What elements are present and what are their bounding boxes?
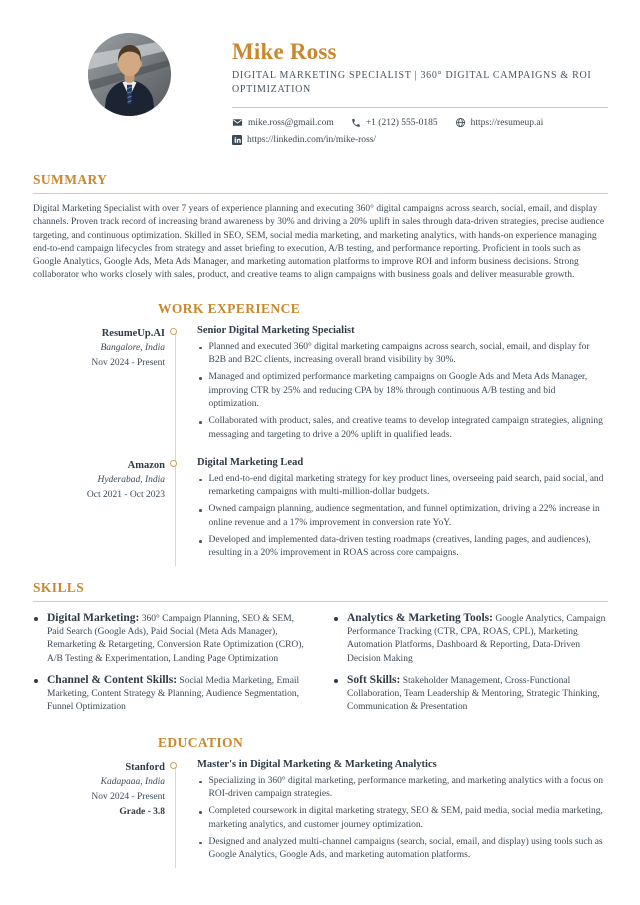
- bullet-dot-icon: [199, 421, 202, 424]
- mail-icon: [232, 117, 243, 128]
- timeline-line: [175, 457, 176, 566]
- timeline-marker-icon: [170, 460, 177, 467]
- company-name: ResumeUp.AI: [101, 327, 165, 339]
- bullet-text: Developed and implemented data-driven testing roadmaps (creatives, landing pages, and audiences), resulting in a 20% improvement in ROAS across core campaigns.: [208, 535, 591, 559]
- summary-text: Digital Marketing Specialist with over 7 years of experience planning and executing 360° digital campaigns across search, social, email, and display channels. Proven track record of increasing brand awareness by 30% and driving a 20% uplift in sales through data-driven strategies, precise audience targeting, and continuous optimization. Skilled in SEO, SEM, social media marketing, and marketing analytics, with hands-on experience managing end-to-end campaign lifecycles from strategy and asset briefing to execution, A/B testing, and performance reporting. Proficient in tools such as Google Analytics, Google Ads, Meta Ads Manager, and marketing automation platforms to improve ROI and inform business decisions. Strong collaborator who works closely with sales, product, and creative teams to align campaigns with business goals and deliver measurable growth.: [33, 204, 605, 281]
- school-location: Kadapaaa, India: [100, 776, 165, 787]
- education-heading: EDUCATION: [158, 734, 244, 750]
- skill-text: [347, 674, 608, 715]
- degree-title: Master's in Digital Marketing & Marketing Analytics: [197, 758, 437, 770]
- phone-icon: [351, 118, 361, 128]
- bullet-dot-icon: [199, 377, 202, 380]
- contact-email[interactable]: [232, 117, 334, 128]
- bullet-item: [197, 805, 608, 832]
- company-name: Amazon: [127, 459, 165, 471]
- skill-text: [47, 612, 308, 666]
- skill-item: [33, 612, 308, 666]
- bullet-dot-icon: [199, 781, 202, 784]
- bullet-item: [197, 534, 608, 561]
- company-location: Hyderabad, India: [97, 474, 165, 485]
- grade: Grade - 3.8: [119, 806, 165, 817]
- bullet-dot-icon: [199, 479, 202, 482]
- timeline-line: [175, 768, 176, 868]
- skill-detail: Social Media Marketing, Email Marketing, Content Strategy & Planning, Audience Segmentation, Funnel Optimization: [47, 675, 300, 713]
- avatar: [88, 33, 171, 116]
- bullet-text: Planned and executed 360° digital marketing campaigns across search, social, email, and display for B2B and B2C clients, increasing overall brand visibility by 30%.: [208, 341, 590, 366]
- bullet-dot-icon: [199, 509, 202, 512]
- skills-columns: [33, 612, 608, 723]
- job-title: Digital Marketing Lead: [197, 456, 304, 468]
- employment-dates: Nov 2024 - Present: [91, 357, 165, 368]
- skill-label: Soft Skills:: [347, 673, 401, 686]
- skill-label: Digital Marketing:: [47, 611, 140, 624]
- bullet-dot-icon: [199, 347, 202, 350]
- skill-detail: 360° Campaign Planning, SEO & SEM, Paid Search (Google Ads), Paid Social (Meta Ads Manager), Remarketing & Retargeting, Conversion Rate Optimization (CRO), A/B Testing & Experimentation, Landing Page Optimization: [47, 613, 304, 664]
- work-experience-section: [0, 301, 640, 576]
- bullet-text: Managed and optimized performance marketing campaigns on Google Ads and Meta Ads Manager, improving CTR by 25% and reducing CPA by 18% through continuous A/B testing and bid optimization.: [208, 372, 588, 409]
- person-name: Mike Ross: [232, 39, 337, 64]
- education-section: [0, 735, 640, 878]
- work-entry: [0, 325, 640, 457]
- work-heading: WORK EXPERIENCE: [158, 300, 301, 316]
- bullet-dot-icon: [334, 617, 338, 621]
- work-entry-meta: [33, 457, 165, 576]
- skill-item: [333, 674, 608, 715]
- skills-section: [0, 580, 640, 723]
- globe-icon: [455, 117, 466, 128]
- contact-row-2: [232, 135, 608, 145]
- skills-heading: SKILLS: [33, 579, 85, 595]
- bullet-item: [197, 371, 608, 411]
- contact-website[interactable]: [455, 117, 544, 128]
- skill-label: Analytics & Marketing Tools:: [347, 611, 493, 624]
- bullet-dot-icon: [199, 811, 202, 814]
- contact-phone-text: +1 (212) 555-0185: [365, 117, 438, 128]
- contact-phone[interactable]: [351, 118, 438, 128]
- work-entry-meta: [33, 325, 165, 457]
- bullet-text: Designed and analyzed multi-channel campaigns (search, social, email, and display) using tools such as Google Analytics, Google Ads, and marketing automation platforms.: [208, 836, 603, 861]
- skill-label: Channel & Content Skills:: [47, 673, 178, 686]
- education-entry: [0, 759, 640, 878]
- summary-heading: SUMMARY: [33, 172, 108, 187]
- bullet-dot-icon: [199, 842, 202, 845]
- bullet-text: Owned campaign planning, audience segmentation, and funnel optimization, driving a 22% increase in online revenue and a 17% improvement in conversion rate YoY.: [208, 504, 600, 528]
- skills-column-left: [33, 612, 308, 723]
- education-dates: Nov 2024 - Present: [91, 791, 165, 802]
- bullet-text: Specializing in 360° digital marketing, performance marketing, and marketing analytics with a focus on ROI-driven campaign strategies.: [208, 775, 604, 800]
- skill-item: [333, 612, 608, 666]
- work-entry: [0, 457, 640, 576]
- contact-linkedin-text: https://linkedin.com/in/mike-ross/: [247, 135, 377, 145]
- bullet-item: [197, 473, 608, 500]
- job-title: Senior Digital Marketing Specialist: [197, 324, 355, 336]
- work-entry-content: [185, 457, 608, 576]
- section-divider: [33, 601, 608, 602]
- timeline-marker-icon: [170, 328, 177, 335]
- employment-dates: Oct 2021 - Oct 2023: [86, 489, 165, 500]
- header-divider: [232, 107, 608, 108]
- bullet-item: [197, 775, 608, 802]
- timeline-gutter: [165, 457, 185, 576]
- education-entry-meta: [33, 759, 165, 878]
- school-name: Stanford: [125, 761, 165, 773]
- portrait-photo-icon: [88, 33, 171, 116]
- work-entry-content: [185, 325, 608, 457]
- bullet-text: Led end-to-end digital marketing strategy for key product lines, overseeing paid search, paid social, and remarketing campaigns with multi-million-dollar budgets.: [208, 473, 604, 498]
- bullet-text: Completed coursework in digital marketing strategy, SEO & SEM, paid media, social media marketing, marketing analytics, and customer journey optimization.: [208, 806, 603, 830]
- bullet-dot-icon: [199, 540, 202, 543]
- skill-text: [347, 612, 608, 666]
- contact-linkedin[interactable]: [232, 135, 376, 145]
- resume-header: [0, 0, 640, 152]
- timeline-gutter: [165, 325, 185, 457]
- bullet-text: Collaborated with product, sales, and creative teams to develop integrated campaign strategies, aligning messaging and targeting to drive a 20% uplift in qualified leads.: [208, 416, 603, 440]
- contact-row-1: [232, 117, 608, 128]
- section-divider: [33, 193, 608, 194]
- contact-email-text: mike.ross@gmail.com: [248, 117, 334, 128]
- bullet-dot-icon: [34, 679, 38, 683]
- bullet-item: [197, 503, 608, 530]
- bullet-item: [197, 341, 608, 368]
- bullet-dot-icon: [334, 679, 338, 683]
- timeline-line: [175, 334, 176, 457]
- timeline-gutter: [165, 759, 185, 878]
- linkedin-icon: [232, 135, 242, 145]
- skills-column-right: [333, 612, 608, 723]
- skill-text: [47, 674, 308, 715]
- skill-detail: Stakeholder Management, Cross-Functional Collaboration, Team Leadership & Mentoring, Strategic Thinking, Communication & Presentation: [347, 675, 600, 713]
- bullet-item: [197, 836, 608, 863]
- skill-detail: Google Analytics, Campaign Performance Tracking (CTR, CPA, ROAS, CPL), Marketing Automation Platforms, Dashboard & Reporting, Data-Driven Decision Making: [347, 613, 606, 664]
- education-entry-content: [185, 759, 608, 878]
- summary-section: [0, 172, 640, 283]
- contact-website-text: https://resumeup.ai: [470, 117, 544, 128]
- timeline-marker-icon: [170, 762, 177, 769]
- person-title: DIGITAL MARKETING SPECIALIST | 360° DIGITAL CAMPAIGNS & ROI OPTIMIZATION: [232, 70, 592, 95]
- skill-item: [33, 674, 308, 715]
- bullet-item: [197, 415, 608, 442]
- company-location: Bangalore, India: [100, 342, 165, 353]
- bullet-dot-icon: [34, 617, 38, 621]
